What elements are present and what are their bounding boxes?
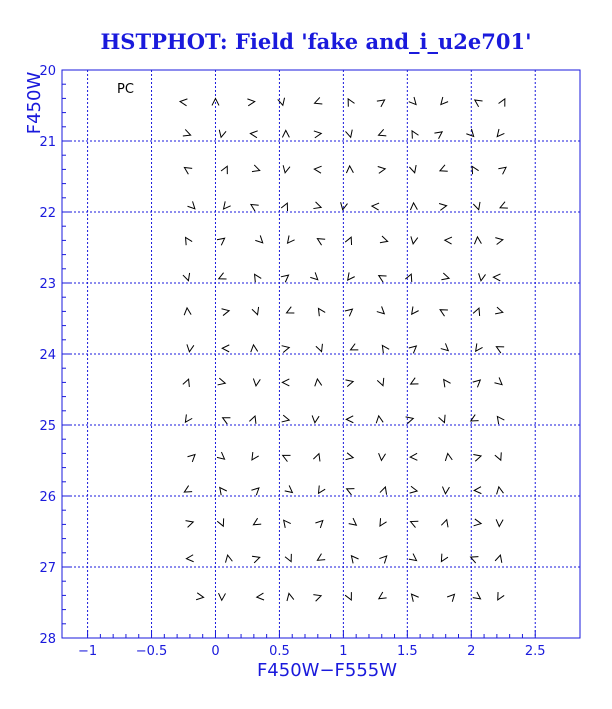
data-point [494,129,504,139]
data-point [409,307,419,317]
data-point [442,487,449,494]
data-point [255,235,265,245]
data-point [495,236,503,244]
data-point [217,485,227,495]
x-tick-label: −0.5 [135,644,168,659]
data-point [222,345,229,352]
data-point [409,165,418,174]
data-point [186,519,195,528]
data-point [316,344,325,353]
data-point [316,554,326,564]
data-point [379,343,389,353]
data-point [441,378,451,388]
data-point [473,307,482,316]
data-point [495,344,504,353]
data-point [316,485,326,495]
data-point [212,98,219,105]
data-point [281,452,290,461]
data-point [410,486,418,494]
data-point [285,485,295,495]
data-point [186,555,193,562]
data-point [473,343,483,353]
data-point [473,377,483,387]
data-point [182,414,192,424]
data-point [345,272,355,282]
data-point [224,554,232,562]
data-point [469,415,479,425]
data-point [495,592,505,602]
data-point [345,130,354,139]
data-point [473,97,483,107]
data-point [252,272,262,282]
data-point [496,519,503,526]
data-point [441,273,450,282]
x-axis-label: F450W−F555W [256,660,398,681]
y-tick-label: 26 [39,490,56,505]
data-point [349,344,358,353]
y-tick-label: 21 [39,135,56,150]
data-point [250,344,258,352]
data-point [282,165,290,173]
data-point [316,307,326,317]
data-point [349,518,359,528]
data-point [184,308,192,316]
data-point [345,236,354,245]
data-point [247,98,255,106]
data-point [281,272,291,282]
data-point [441,519,450,528]
data-point [409,518,418,527]
y-tick-label: 27 [39,561,56,576]
data-point [439,202,447,210]
data-point [282,344,290,352]
y-tick-label: 25 [39,419,56,434]
data-point [345,97,354,106]
data-point [499,202,508,211]
data-point [217,273,226,282]
data-point [217,518,226,527]
data-point [439,165,448,174]
data-point [311,415,319,423]
data-point [377,273,387,283]
data-point [380,236,389,245]
x-tick-label: 2 [467,644,476,659]
data-point [473,592,483,602]
data-point [434,129,444,139]
data-point [478,273,486,281]
data-point [345,486,354,495]
data-point [180,98,188,106]
data-point [314,130,322,138]
data-point [281,518,291,528]
data-point [410,236,418,244]
data-point [405,273,414,282]
axis-ticks [39,64,545,659]
data-point [377,592,387,602]
data-point [377,378,386,387]
data-point [346,416,353,423]
data-point [377,97,387,107]
data-point [495,554,504,563]
grid-lines [62,70,580,638]
data-point [196,593,204,601]
data-point [183,129,192,138]
data-point [469,165,479,175]
x-tick-label: 1 [339,644,348,659]
data-point [409,378,418,387]
data-point [439,415,448,424]
data-point [249,415,258,424]
data-point [346,378,354,386]
y-tick-label: 23 [39,277,56,292]
data-point [221,201,231,211]
data-point [282,130,289,137]
data-point [495,486,503,494]
y-tick-label: 20 [39,64,56,79]
data-point [499,97,508,106]
data-point [285,307,294,316]
data-point [315,518,325,528]
data-point [250,130,258,138]
data-point [474,487,481,494]
data-point [444,453,452,461]
data-point [379,554,389,564]
data-point [495,452,504,461]
data-markers [180,97,509,602]
x-tick-label: 2.5 [524,644,546,659]
data-point [469,554,478,563]
data-point [313,453,322,462]
data-point [410,203,417,210]
data-point [221,165,230,174]
y-tick-label: 24 [39,348,56,363]
data-point [409,592,419,602]
data-point [286,593,294,601]
x-tick-label: −1 [77,644,98,659]
data-point [183,165,193,175]
data-point [313,97,322,106]
data-point [285,554,294,563]
data-point [183,236,193,246]
data-point [372,203,379,210]
data-point [438,307,448,317]
data-point [438,554,448,564]
data-point [409,343,419,353]
y-tick-label: 22 [39,206,56,221]
y-axis-label: F450W [24,71,45,135]
data-point [346,166,353,173]
data-point [345,306,355,316]
data-point [253,378,261,386]
data-point [252,307,261,316]
data-point [377,306,387,316]
data-point [313,202,322,211]
data-point [314,378,322,386]
data-point [438,97,448,107]
data-point [473,453,482,462]
data-point [377,129,386,138]
data-point [441,343,451,353]
data-point [249,201,259,211]
data-point [410,453,417,460]
data-point [447,592,457,602]
data-point [221,415,230,424]
data-point [282,379,289,386]
x-tick-label: 1.5 [396,644,418,659]
data-point [345,592,354,601]
data-point [218,593,225,600]
data-point [493,274,500,281]
data-point [256,593,264,601]
data-point [217,452,227,462]
data-point [186,344,194,352]
data-point [183,273,192,282]
data-point [473,202,482,211]
data-point [375,415,383,423]
data-point [474,237,481,244]
data-point [349,554,359,564]
data-point [495,414,505,424]
x-tick-label: 0 [211,644,220,659]
data-point [380,486,389,495]
data-point [377,518,387,528]
chart-title: HSTPHOT: Field 'fake and_i_u2e701' [100,29,532,54]
data-point [310,272,320,282]
data-point [249,452,259,462]
data-point [252,554,261,563]
data-point [183,378,192,387]
data-point [409,97,419,107]
data-point [313,592,322,601]
data-point [222,307,230,315]
data-point [217,235,227,245]
data-point [188,201,198,211]
panel-label: PC [117,82,134,97]
data-point [378,165,386,173]
data-point [494,377,504,387]
y-tick-label: 28 [39,632,56,647]
data-point [474,519,482,527]
data-point [314,166,322,174]
data-point [498,164,508,174]
data-point [183,486,193,496]
data-point [378,453,386,461]
data-point [346,453,354,461]
data-point [316,236,326,246]
data-point [188,452,198,462]
data-point [409,129,419,139]
data-point [495,307,504,316]
x-tick-label: 0.5 [269,644,290,659]
data-point [218,378,226,386]
data-point [445,237,452,244]
data-point [281,202,290,211]
data-point [282,415,290,423]
data-point [251,485,261,495]
data-point [252,518,262,528]
data-point [409,554,419,564]
data-point [218,130,226,138]
data-point [252,165,261,174]
data-point [285,235,295,245]
